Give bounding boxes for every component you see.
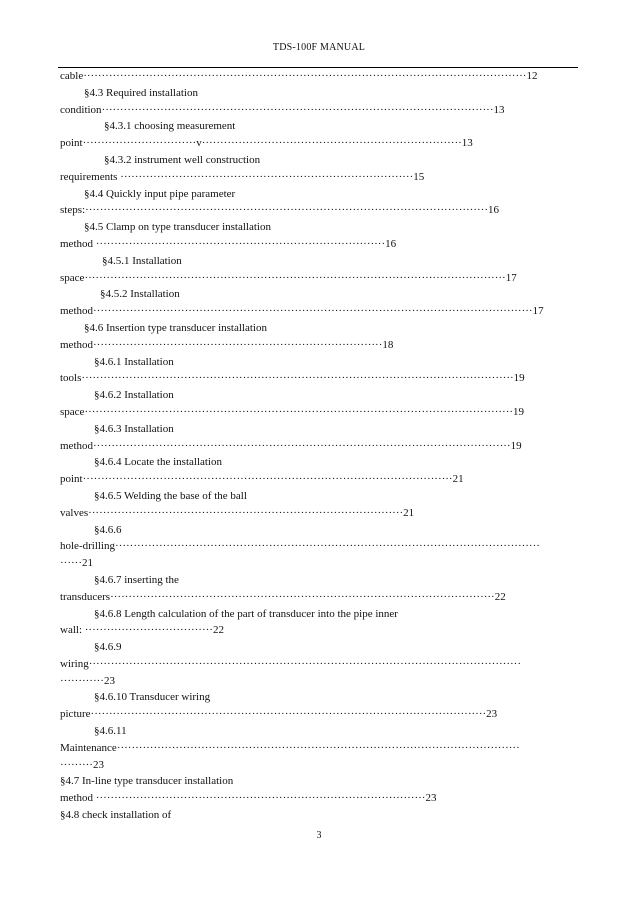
toc-entry-text: Maintenance — [60, 741, 117, 754]
toc-line — [60, 790, 580, 807]
toc-leader-dots: ······························· — [82, 137, 197, 150]
toc-line — [60, 68, 580, 85]
toc-line — [60, 622, 580, 639]
toc-leader-dots: ··············································································· — [93, 338, 383, 351]
toc-entry-text: §4.3 Required installation — [84, 86, 198, 99]
toc-page-number: 16 — [385, 237, 397, 250]
toc-page-number: 23 — [425, 792, 437, 805]
toc-leader-mark: v — [196, 137, 202, 150]
toc-leader-dots: ·············································································································· — [85, 204, 489, 217]
toc-line — [60, 186, 580, 203]
toc-page-number: 21 — [452, 473, 464, 486]
toc-line — [60, 757, 580, 774]
toc-entry-text: transducers — [60, 590, 111, 603]
toc-leader-dots: ······················································································································ — [88, 657, 521, 670]
toc-line — [60, 169, 580, 186]
toc-leader-dots: ····················································································································· — [84, 405, 514, 418]
toc-line — [60, 454, 580, 471]
toc-page-number: 13 — [493, 103, 505, 116]
toc-page-number: 23 — [486, 708, 498, 721]
toc-entry-text: method — [60, 237, 96, 250]
toc-line — [60, 421, 580, 438]
toc-line — [60, 589, 580, 606]
toc-line — [60, 337, 580, 354]
toc-leader-dots: ········· — [60, 758, 93, 771]
toc-line — [60, 773, 580, 790]
toc-line — [60, 270, 580, 287]
toc-entry-text: §4.5 Clamp on type transducer installation — [84, 221, 271, 234]
toc-line — [60, 219, 580, 236]
toc-entry-text: picture — [60, 708, 91, 721]
toc-entry-text: valves — [60, 506, 89, 519]
toc-line — [60, 656, 580, 673]
toc-page-number: 18 — [382, 338, 394, 351]
toc-line — [60, 135, 580, 152]
toc-leader-dots: ············ — [60, 674, 104, 687]
toc-entry-text: space — [60, 271, 85, 284]
toc-line — [60, 538, 580, 555]
toc-entry-text: §4.6 Insertion type transducer installation — [84, 321, 267, 334]
toc-entry-text: method — [60, 305, 93, 318]
toc-entry-text: method — [60, 439, 93, 452]
toc-leader-dots: ·············································································································· — [116, 741, 520, 754]
toc-line — [60, 102, 580, 119]
toc-line — [60, 807, 580, 824]
toc-entry-text: §4.8 check installation of — [60, 809, 172, 822]
toc-page-number: 19 — [513, 405, 525, 418]
toc-page-number: 23 — [103, 674, 115, 687]
toc-entry-text: §4.6.10 Transducer wiring — [94, 691, 211, 704]
toc-entry-text: §4.6.11 — [94, 725, 127, 738]
toc-entry-text: method — [60, 338, 93, 351]
toc-entry-text: §4.6.9 — [94, 641, 122, 654]
toc-line — [60, 488, 580, 505]
toc-line — [60, 723, 580, 740]
toc-line — [60, 202, 580, 219]
toc-leader-dots: ··········································································································· — [101, 103, 494, 116]
toc-page-number: 21 — [81, 557, 93, 570]
toc-line — [60, 404, 580, 421]
toc-entry-text: point — [60, 137, 83, 150]
toc-leader-dots: ······································································· — [201, 137, 462, 150]
toc-page-number: 12 — [526, 70, 538, 82]
toc-leader-dots: ··································· — [84, 624, 213, 637]
toc-page-number: 16 — [488, 204, 500, 217]
toc-entry-text: §4.6.8 Length calculation of the part of transducer into the pipe inner — [94, 607, 398, 620]
toc-leader-dots: ······················································································ — [88, 506, 404, 519]
toc-leader-dots: ···················································································································· — [115, 540, 540, 553]
toc-line — [60, 706, 580, 723]
toc-leader-dots: ························································································································· — [83, 70, 527, 82]
toc-leader-dots: ······················································································································ — [81, 372, 514, 385]
toc-entry-text: condition — [60, 103, 102, 116]
toc-line — [60, 673, 580, 690]
toc-page-number: 15 — [413, 170, 425, 183]
table-of-contents — [60, 68, 580, 824]
toc-entry-text: §4.6.3 Installation — [94, 422, 174, 435]
toc-leader-dots: ········································································································· — [110, 590, 495, 603]
toc-line — [60, 118, 580, 135]
toc-leader-dots: ················································································ — [120, 170, 414, 183]
toc-line — [60, 689, 580, 706]
toc-line — [60, 471, 580, 488]
toc-entry-text: hole-drilling — [60, 540, 115, 553]
toc-line — [60, 320, 580, 337]
toc-page-number: 17 — [505, 271, 517, 284]
toc-entry-text: wall: — [60, 624, 85, 637]
page-header: TDS-100F MANUAL — [272, 42, 366, 53]
toc-leader-dots: ··················································································································· — [84, 271, 506, 284]
toc-entry-text: §4.7 In-line type transducer installation — [60, 775, 234, 788]
toc-line — [60, 438, 580, 455]
toc-line — [60, 286, 580, 303]
toc-line — [60, 354, 580, 371]
toc-page-number: 22 — [212, 624, 224, 637]
toc-line — [60, 85, 580, 102]
toc-page-number: 23 — [92, 758, 104, 771]
toc-page-number: 19 — [510, 439, 522, 452]
toc-line — [60, 505, 580, 522]
toc-line — [60, 572, 580, 589]
toc-line — [60, 555, 580, 572]
toc-page-number: 19 — [513, 372, 525, 385]
toc-entry-text: cable — [60, 70, 84, 82]
toc-entry-text: tools — [60, 372, 82, 385]
toc-leader-dots: ························································································································ — [93, 305, 533, 318]
toc-page-number: 21 — [403, 506, 415, 519]
toc-line — [60, 639, 580, 656]
toc-entry-text: §4.3.1 choosing measurement — [104, 120, 236, 133]
toc-leader-dots: ·························································································· — [95, 792, 426, 805]
toc-line — [60, 740, 580, 757]
toc-entry-text: §4.3.2 instrument well construction — [104, 153, 261, 166]
toc-entry-text: §4.4 Quickly input pipe parameter — [84, 187, 236, 200]
toc-entry-text: method — [60, 792, 96, 805]
toc-entry-text: space — [60, 405, 85, 418]
toc-entry-text: wiring — [60, 657, 89, 670]
toc-entry-text: §4.5.1 Installation — [102, 254, 182, 267]
toc-entry-text: §4.6.5 Welding the base of the ball — [94, 489, 247, 502]
toc-line — [60, 253, 580, 270]
toc-entry-text: §4.6.2 Installation — [94, 389, 174, 402]
page-number: 3 — [316, 830, 322, 841]
toc-leader-dots: ·················································································································· — [93, 439, 511, 452]
toc-entry-text: §4.6.7 inserting the — [94, 573, 179, 586]
toc-leader-dots: ··············································································· — [95, 237, 386, 250]
toc-line — [60, 606, 580, 623]
toc-page-number: 17 — [532, 305, 544, 318]
toc-entry-text: requirements — [60, 170, 121, 183]
toc-line — [60, 522, 580, 539]
toc-entry-text: steps: — [60, 204, 86, 217]
toc-entry-text: §4.6.1 Installation — [94, 355, 174, 368]
toc-entry-text: §4.6.4 Locate the installation — [94, 456, 222, 469]
toc-line — [60, 236, 580, 253]
toc-line — [60, 387, 580, 404]
toc-leader-dots: ······ — [60, 557, 82, 570]
toc-line — [60, 370, 580, 387]
toc-line — [60, 152, 580, 169]
toc-page-number: 22 — [494, 590, 506, 603]
toc-leader-dots: ············································································································ — [90, 708, 487, 721]
toc-entry-text: point — [60, 473, 83, 486]
toc-page-number: 13 — [461, 137, 473, 150]
toc-entry-text: §4.6.6 — [94, 523, 122, 536]
toc-leader-dots: ····································································································· — [82, 473, 453, 486]
toc-line — [60, 303, 580, 320]
toc-entry-text: §4.5.2 Installation — [100, 288, 180, 301]
